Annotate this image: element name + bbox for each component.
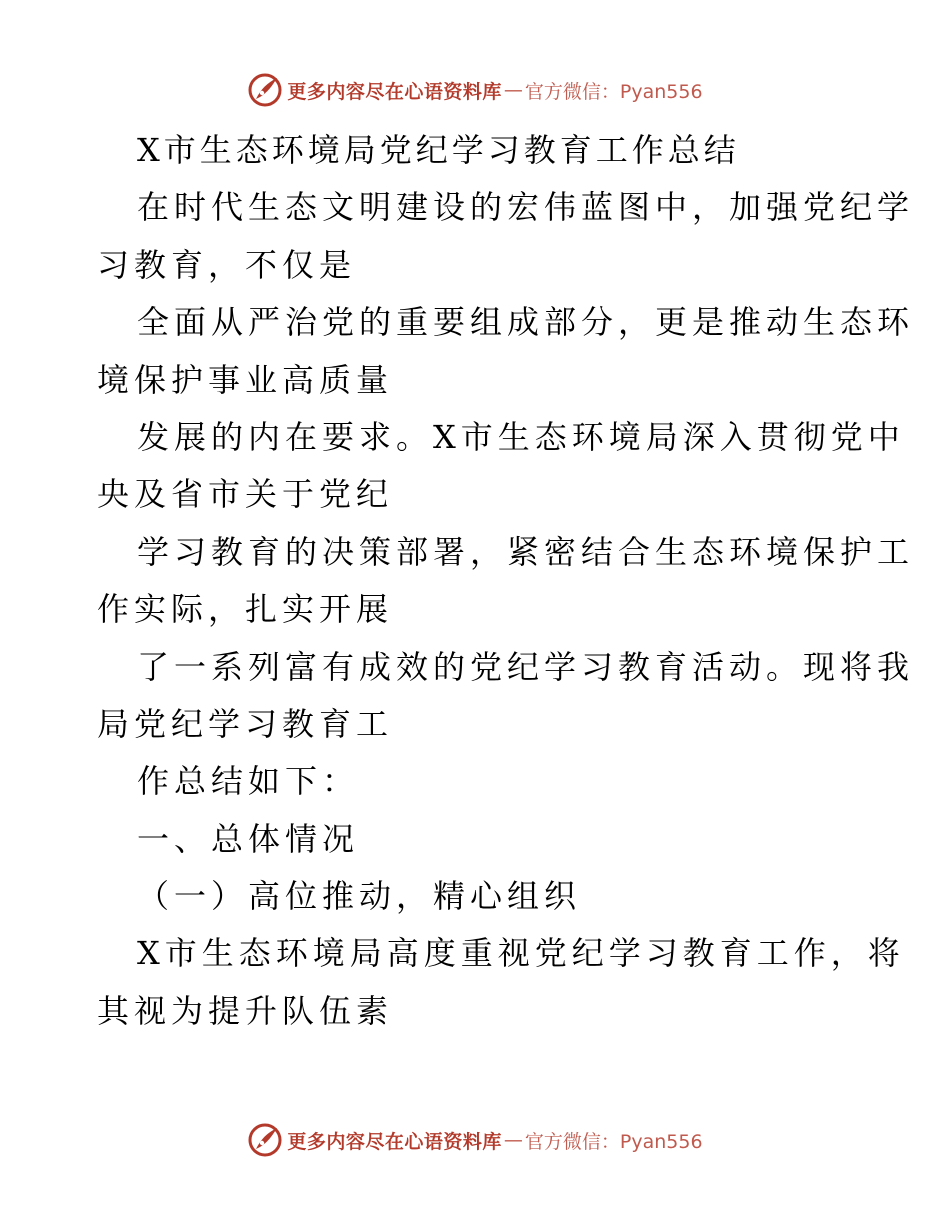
section-heading: 一、总体情况 xyxy=(137,819,360,858)
subsection-heading: （一）高位推动，精心组织 xyxy=(137,877,582,916)
paragraph-line: 学习教育的决策部署，紧密结合生态环境保护工 xyxy=(137,532,915,571)
quill-logo-icon xyxy=(247,72,283,108)
paragraph-line: 央及省市关于党纪 xyxy=(97,475,394,514)
document-title: X市生态环境局党纪学习教育工作总结 xyxy=(137,131,740,169)
banner-wechat-text: 官方微信：Pyan556 xyxy=(524,1130,703,1153)
quill-logo-icon xyxy=(247,1122,283,1158)
paragraph-line: 作实际，扎实开展 xyxy=(97,590,394,629)
banner-main-text: 更多内容尽在心语资料库 xyxy=(287,1130,502,1153)
paragraph-line: 局党纪学习教育工 xyxy=(97,704,394,743)
paragraph-line: 境保护事业高质量 xyxy=(97,360,394,399)
paragraph-line: 发展的内在要求。X市生态环境局深入贯彻党中 xyxy=(137,417,905,456)
paragraph-line: X市生态环境局高度重视党纪学习教育工作，将 xyxy=(137,934,905,973)
footer-watermark xyxy=(0,1120,950,1160)
paragraph-line: 其视为提升队伍素 xyxy=(97,991,394,1030)
paragraph-line: 习教育，不仅是 xyxy=(97,245,357,284)
paragraph-line: 作总结如下： xyxy=(137,762,360,801)
paragraph-line: 了一系列富有成效的党纪学习教育活动。现将我 xyxy=(137,647,915,686)
paragraph-line: 全面从严治党的重要组成部分，更是推动生态环 xyxy=(137,303,915,342)
banner-wechat-text: 官方微信：Pyan556 xyxy=(524,80,703,103)
document-body xyxy=(97,122,915,1040)
paragraph-line: 在时代生态文明建设的宏伟蓝图中，加强党纪学 xyxy=(137,188,915,227)
banner-separator: — xyxy=(503,1129,523,1151)
banner-main-text: 更多内容尽在心语资料库 xyxy=(287,80,502,103)
banner-separator: — xyxy=(503,79,523,101)
header-watermark xyxy=(0,70,950,110)
